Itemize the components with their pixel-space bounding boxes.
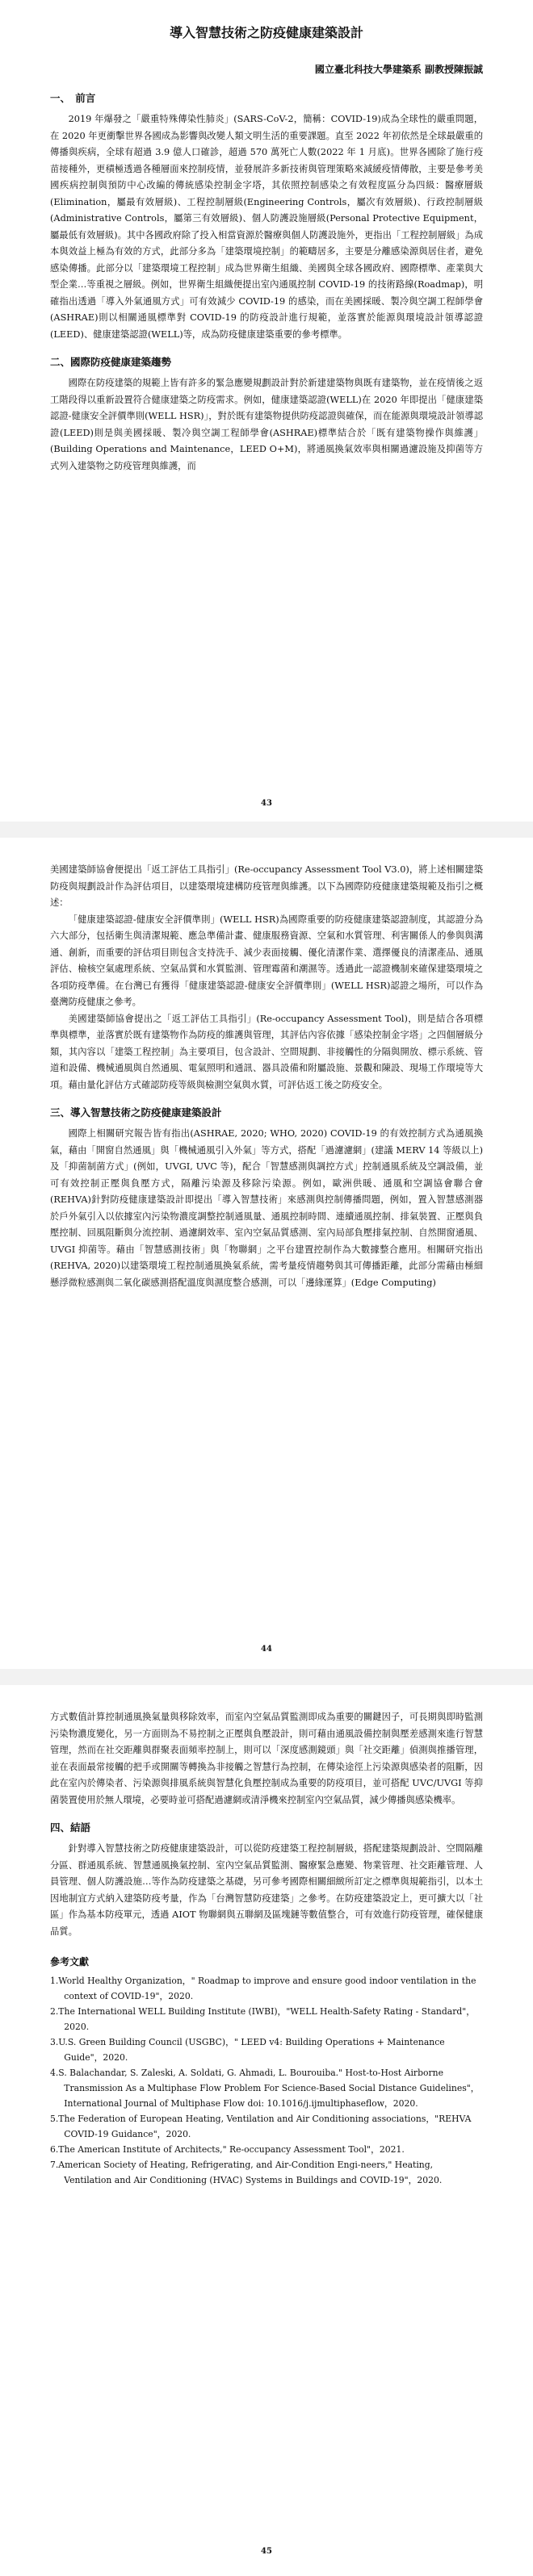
references-heading: 參考文獻 — [50, 1956, 90, 1968]
section-4-heading: 四、結語 — [50, 1821, 91, 1834]
references-list — [50, 1973, 483, 2188]
section-3-paragraph-continued: 方式數值計算控制通風換氣量與移除效率，而室內空氣品質監測即成為重要的關鍵因子，可長期與即時監測污染物濃度變化，另一方面則為不易控制之正壓與負壓設計，則可藉由通風設備控制與壓差感測來進行智慧管理，然而在社交距離與群聚表面頻率控制上，則可以「深度感測鏡頭」與「社交距離」偵測與推播管理，並在表面最常接觸的把手或開關等轉換為非接觸之智慧行為控制，在傳染途徑上污染源與感染者的阻斷，因此在室內於傳染者、污染源與排風系統與智慧化負壓控制成為重要的防疫項目，並可搭配 UVC/UVGI 等抑菌裝置使用於無人環境，必要時並可搭配過濾網或清淨機來控制室內空氣品質，減少傳播與感染機率。 — [50, 1712, 483, 1805]
section-3-heading: 三、導入智慧技術之防疫健康建築設計 — [50, 1106, 222, 1119]
section-2-paragraph-1-continued: 美國建築師協會便提出「返工評估工具指引」(Re-occupancy Assessment Tool V3.0)，將上述相關建築防疫與規劃設計作為評估項目，以建築環境建構防疫管理與維護。以下為國際防疫健康建築規範及指引之概述： — [50, 864, 483, 908]
page-number-45: 45 — [261, 2547, 272, 2556]
section-3-paragraph: 國際上相關研究報告皆有指出(ASHRAE, 2020; WHO, 2020) COVID-19 的有效控制方式為通風換氣，藉由「開窗自然通風」與「機械通風引入外氣」等方式，搭配「過濾濾網」(建議 MERV 14 等級以上)及「抑菌制菌方式」(例如，UVGI, UVC 等)，配合「智慧感測與調控方式」控制通風系統及空調設備，並可有效控制正壓與負壓方式，隔離污染源及移除污染源。例如，歐洲供暖、通風和空調協會聯合會(REHVA)針對防疫健康建築設計即提出「導入智慧技術」來感測與控制傳播問題，例如，置入智慧感測器於戶外氣引入以依據室內污染物濃度調整控制通風量、通風控制時間、連續通風控制、排氣裝置、正壓與負壓控制、回風阻斷與分流控制、過濾網效率、室內空氣品質感測、室內局部負壓排氣控制、自然開窗通風、UVGI 抑菌等。藉由「智慧感測技術」與「物聯網」之平台建置控制作為大數據整合應用。相關研究指出(REHVA, 2020)以建築環境工程控制通風換氣系統，需考量疫情趨勢與其可傳播距離，此部分需藉由極細懸浮微粒感測與二氧化碳感測搭配溫度與濕度整合感測，可以「邊緣運算」(Edge Computing) — [50, 1128, 483, 1288]
page-45-content — [50, 1709, 483, 2188]
reference-item: 2.The International WELL Building Institute (IWBI)，"WELL Health-Safety Rating - Standard"，2020. — [50, 2006, 476, 2032]
section-2-paragraph-2: 「健康建築認證-健康安全評價準則」(WELL HSR)為國際重要的防疫健康建築認證制度，其認證分為六大部分，包括衛生與清潔規範、應急準備計畫、健康服務資源、空氣和水質管理、利害關係人的參與與溝通、創新，而重要的評估項目則包含支持洗手、減少表面接觸、優化清潔作業、選擇優良的清潔產品、通風評估、檢核空氣處理系統、空氣品質和水質監測、管理霉菌和潮濕等。透過此一認證機制來確保建築環境之各項防疫準備。在台灣已有獲得「健康建築認證-健康安全評價準則」(WELL HSR)認證之場所，可以作為臺灣防疫健康之參考。 — [50, 914, 483, 1007]
page-gap — [0, 822, 533, 838]
section-1-paragraph: 2019 年爆發之「嚴重特殊傳染性肺炎」(SARS-CoV-2，簡稱：COVID-19)成為全球性的嚴重問題，在 2020 年更衝擊世界各國成為影響與改變人類文明生活的重要課題。直至 2022 年初依然是全球最嚴重的傳播與疾病，全球有超過 3.9 億人口確診，超過 570 萬死亡人數(2022 年 1 月底)。世界各國除了施行疫苗接種外，更積極透過各種層面來控制疫情，並發展許多新技術與管理策略來減緩疫情傳散，主要是參考美國疾病控制與預防中心改編的傳統感染控制金字塔，其依照控制感染之有效程度區分為四級：醫療層級(Elimination，屬最有效層級)、工程控制層級(Engineering Controls，屬次有效層級)、行政控制層級(Administrative Controls，屬第三有效層級)、個人防護設施層級(Personal Protective Equipment，屬最低有效層級)。其中各國政府除了投入相當資源於醫療與個人防護設施外，更指出「工程控制層級」為成本與效益上極為有效的方式，此部分多為「建築環境控制」的範疇居多，主要是分離感染源與居住者，避免感染傳播。此部分以「建築環境工程控制」成為世界衛生組織、美國與全球各國政府、國際標準、產業與大型企業…等重視之層級。例如，世界衛生組織便提出室內通風控制 COVID-19 的技術路線(Roadmap)，明確指出透過「導入外氣通風方式」可有效減少 COVID-19 的感染，而在美國採暖、製冷與空調工程師學會(ASHRAE)則以相關通風標準對 COVID-19 的防疫設計進行規範，並落實於能源與環境設計領導認證(LEED)、健康建築認證(WELL)等，成為防疫健康建築重要的參考標準。 — [50, 114, 483, 340]
page-number-44: 44 — [261, 1645, 272, 1654]
reference-item: 7.American Society of Heating, Refrigerating, and Air-Condition Engi-neers," Heating, Ventilation and Air Conditioning (HVAC) Systems in Buildings and COVID-19"，2020. — [50, 2160, 443, 2185]
page-44 — [0, 838, 533, 1669]
section-2-heading: 二、國際防疫健康建築趨勢 — [50, 356, 172, 368]
page-43-content — [50, 0, 483, 475]
reference-item: 3.U.S. Green Building Council (USGBC)，" LEED v4: Building Operations + Maintenance Guide"，2020. — [50, 2037, 445, 2063]
page-gap — [0, 1669, 533, 1685]
section-2-paragraph-1: 國際在防疫建築的規範上皆有許多的緊急應變規劃設計對於新建建築物與既有建築物，並在疫情後之返工階段得以重新設置符合健康建築之防疫需求。例如，健康建築認證(WELL)在 2020 年即提出「健康建築認證-健康安全評價準則(WELL HSR)」，對於既有建築物提供防疫認證與確保，而在能源與環境設計領導認證(LEED)則是與美國採暖、製冷與空調工程師學會(ASHRAE)標準結合於「既有建築物操作與維護」(Building Operations and Maintenance，LEED O+M)，將通風換氣效率與相關過濾設施及抑菌等方式列入建築物之防疫管理與維護，而 — [50, 378, 483, 471]
page-43 — [0, 0, 533, 822]
reference-item: 1.World Healthy Organization，" Roadmap to improve and ensure good indoor ventilation in the context of COVID-19"，2020. — [50, 1976, 476, 2001]
reference-item: 4.S. Balachandar, S. Zaleski, A. Soldati, G. Ahmadi, L. Bourouiba." Host-to-Host Airborne Transmission As a Multiphase Flow Problem For Science-Based Social Distance Guidelines"，International Journal of Multiphase Flow doi: 10.1016/j.ijmultiphaseflow，2020. — [50, 2068, 480, 2109]
reference-item: 5.The Federation of European Heating, Ventilation and Air Conditioning associations，"REHVA COVID-19 Guidance"，2020. — [50, 2114, 472, 2139]
page-45 — [0, 1685, 533, 2576]
reference-item: 6.The American Institute of Architects," Re-occupancy Assessment Tool"，2021. — [50, 2144, 405, 2155]
section-2-paragraph-3: 美國建築師協會提出之「返工評估工具指引」(Re-occupancy Assessment Tool)，則是結合各項標準與標準，並落實於既有建築物作為防疫的維護與管理，其評估內容依據「感染控制金字塔」之四個層級分類，其內容以「建築工程控制」為主要項目，包含設計、空間規劃、非接觸性的分隔與開放、標示系統、管道和設備、機械通風與自然通風、電氣照明和通訊、器具設備和附屬設施、景觀和陳設、現場工作環境等大項。藉由量化評估方式確認防疫等級與檢測空氣與水質，可評估返工後之防疫安全。 — [50, 1013, 483, 1090]
page-44-content — [50, 862, 483, 1291]
document-title: 導入智慧技術之防疫健康建築設計 — [169, 25, 363, 40]
page-number-43: 43 — [261, 799, 272, 808]
author-line: 國立臺北科技大學建築系 副教授陳振誠 — [314, 64, 483, 75]
section-4-paragraph: 針對導入智慧技術之防疫健康建築設計，可以從防疫建築工程控制層級，搭配建築規劃設計、空間隔離分區、群通風系統、智慧通風換氣控制、室內空氣品質監測、醫療緊急應變、物業管理、社交距離管理、人員管理、個人防護設施…等作為防疫建築之基礎，另可參考國際相關細緻所訂定之標準與規範指引，以本土因地制宜方式納入建築防疫考量，作為「台灣智慧防疫建築」之參考。在防疫建築設定上，更可擴大以「社區」作為基本防疫單元，透過 AIOT 物聯網與五聯網及區塊鏈等數值整合，可有效進行防疫管理，確保健康品質。 — [50, 1843, 483, 1937]
section-1-heading: 一、 前言 — [50, 92, 96, 104]
